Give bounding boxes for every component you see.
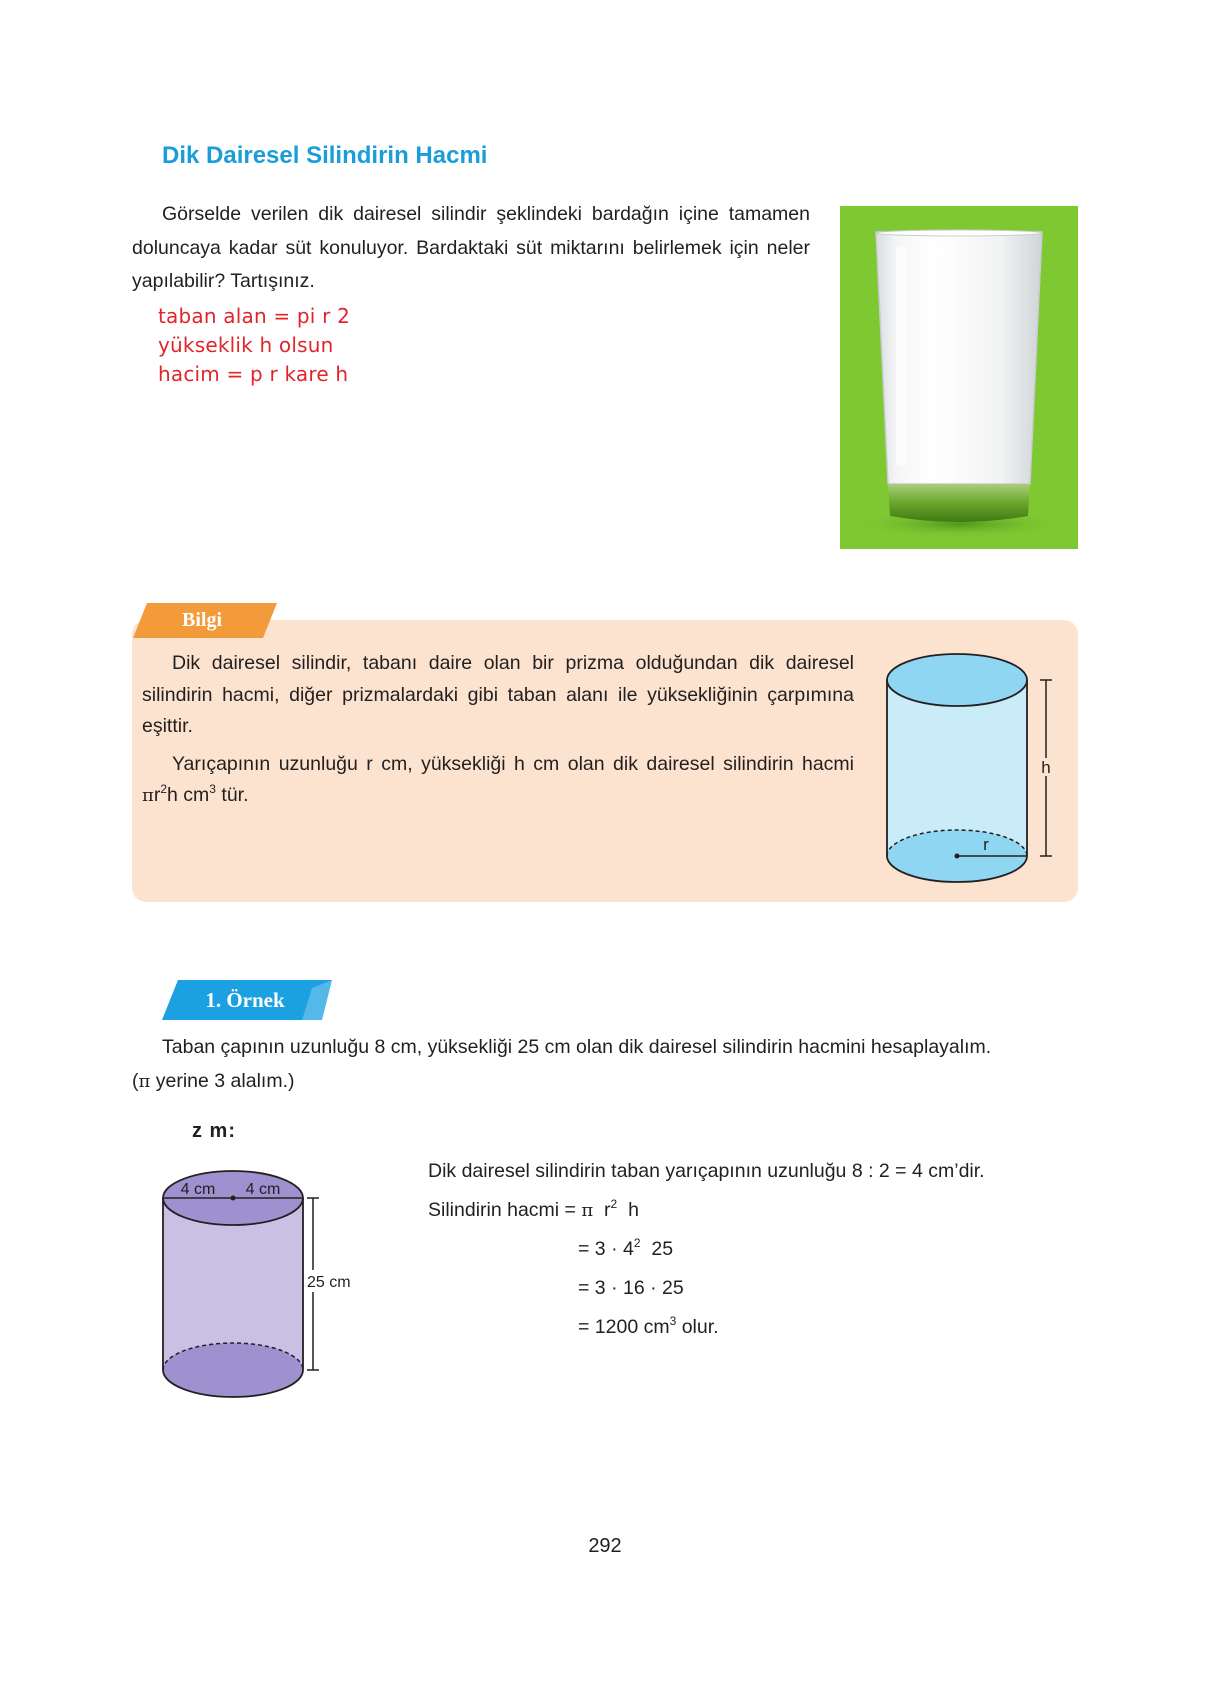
info-paragraph-2 xyxy=(142,749,854,812)
handwritten-note-3: hacim = p r kare h xyxy=(158,362,349,386)
example-problem xyxy=(132,1030,1078,1099)
page-number: 292 xyxy=(588,1535,622,1557)
ex-radius-left: 4 cm xyxy=(180,1181,216,1198)
height-label-h: h xyxy=(1041,758,1051,777)
sol-line3-a: = 3 · 4 xyxy=(578,1238,634,1260)
solution-line-4: = 3 · 16 · 25 xyxy=(578,1277,684,1299)
sol-exp: 2 xyxy=(610,1197,618,1211)
info-p2-text: Yarıçapının uzunluğu r cm, yüksekliği h cm olan dik dairesel silindirin hacmi xyxy=(172,752,854,775)
example-text-2-rest: yerine 3 alalım.) xyxy=(150,1070,295,1092)
sol-r: r xyxy=(604,1199,611,1221)
info-text xyxy=(142,648,854,818)
radius-label-r: r xyxy=(983,835,989,854)
paren-open: ( xyxy=(132,1070,139,1092)
sol-line5-a: = 1200 cm xyxy=(578,1316,670,1338)
sol-line5-exp: 3 xyxy=(669,1314,677,1328)
info-cylinder-figure xyxy=(880,650,1060,890)
info-p2-exp2: 3 xyxy=(209,782,216,796)
page-title: Dik Dairesel Silindirin Hacmi xyxy=(162,142,488,169)
example-cylinder-figure xyxy=(150,1160,370,1420)
solution-line-3 xyxy=(578,1238,673,1261)
sol-pi: π xyxy=(581,1200,594,1221)
solution-heading: z m: xyxy=(192,1120,236,1142)
bilgi-label: Bilgi xyxy=(181,609,222,631)
cylinder-top xyxy=(887,654,1027,706)
info-p2-exp: 2 xyxy=(160,782,168,796)
sol-line3-b: 25 xyxy=(651,1238,674,1260)
solution-line-5 xyxy=(578,1316,719,1339)
example-label: 1. Örnek xyxy=(205,988,285,1012)
ex-radius-right: 4 cm xyxy=(245,1181,281,1198)
sol-h: h xyxy=(628,1199,639,1221)
solution-line-1: Dik dairesel silindirin taban yarıçapının uzunluğu 8 : 2 = 4 cm’dir. xyxy=(428,1160,985,1182)
info-p2-end: tür. xyxy=(215,784,249,806)
example-text-2 xyxy=(132,1064,1078,1099)
solution-line-2 xyxy=(428,1199,639,1222)
intro-text: Görselde verilen dik dairesel silindir şeklindeki bardağın içine tamamen doluncaya kadar süt konuluyor. Bardaktaki süt miktarını belirlemek için neler yapılabilir? Tartışınız. xyxy=(132,203,810,292)
sol-line2-text: Silindirin hacmi = xyxy=(428,1199,582,1221)
info-p2-unit: h cm xyxy=(167,784,210,806)
handwritten-note-2: yükseklik h olsun xyxy=(158,333,334,357)
pi-symbol-2: π xyxy=(138,1071,151,1092)
intro-paragraph xyxy=(132,198,810,299)
info-paragraph-1: Dik dairesel silindir, tabanı daire olan bir prizma olduğundan dik dairesel silindirin hacmi, diğer prizmalardaki gibi taban alanı ile yüksekliğinin çarpımına eşittir. xyxy=(142,652,854,737)
milk-glass-image xyxy=(840,206,1078,549)
pi-symbol: π xyxy=(142,785,154,806)
milk-glass-photo xyxy=(840,206,1078,549)
example-text-1: Taban çapının uzunluğu 8 cm, yüksekliği 25 cm olan dik dairesel silindirin hacmini hesaplayalım. xyxy=(162,1036,992,1058)
sol-line3-exp: 2 xyxy=(633,1236,641,1250)
info-p2-r: r xyxy=(153,784,161,806)
ex-height-label: 25 cm xyxy=(307,1274,351,1291)
sol-line5-b: olur. xyxy=(676,1316,719,1338)
handwritten-note-1: taban alan = pi r 2 xyxy=(158,304,351,328)
